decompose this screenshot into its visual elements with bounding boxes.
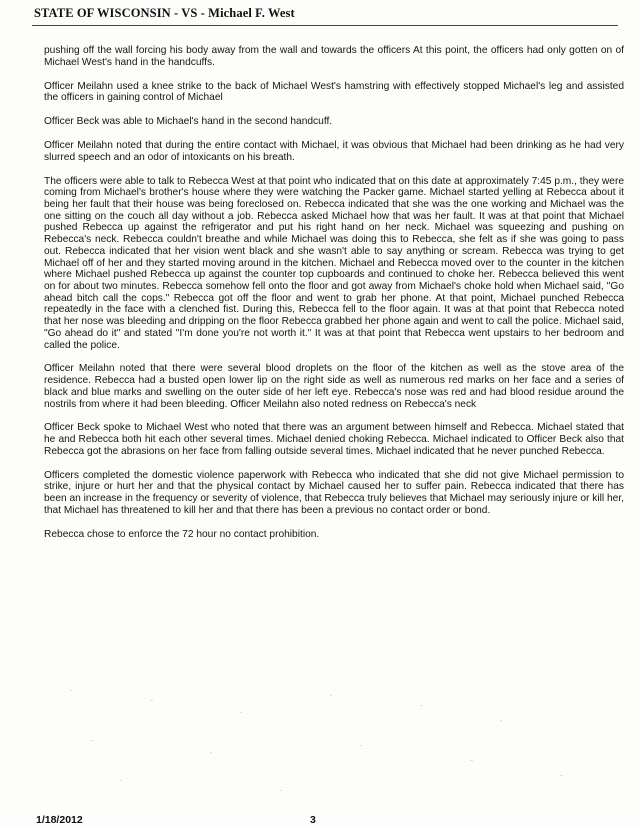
paragraph-6: Officer Meilahn noted that there were several blood droplets on the floor of the kitchen as well as the stove area of the residence. Rebecca had a busted open lower lip on the right side as well as numerous red marks on her face and a series of black and blue marks and swelling on the outer side of her left eye. Rebecca's nose was red and had blood residue around the nostrils from where it had been bleeding. Officer Meilahn also noted redness on Rebecca's neck	[44, 363, 624, 410]
header-divider	[32, 25, 618, 26]
paragraph-7: Officer Beck spoke to Michael West who noted that there was an argument between himself and Rebecca. Michael stated that he and Rebecca both hit each other several times. Michael denied choking Rebecca. Michael indicated to Officer Beck also that Rebecca got the abrasions on her face from falling outside several times. Michael indicated that he never punched Rebecca.	[44, 422, 624, 457]
paragraph-1: pushing off the wall forcing his body away from the wall and towards the officers At this point, the officers had only gotten on of Michael West's hand in the handcuffs.	[44, 45, 624, 68]
paragraph-5: The officers were able to talk to Rebecca West at that point who indicated that on this date at approximately 7:45 p.m., they were coming from Michael's brother's house where they were watching the Packer game. Michael started yelling at Rebecca about it being her fault that their house was being foreclosed on. Rebecca indicated that she was the one working and Michael was the one sitting on the couch all day without a job. Rebecca asked Michael how that was her fault. It was at that point that Michael pushed Rebecca up against the refrigerator and put his right hand on her neck. Michael was squeezing and pushing on Rebecca's neck. Rebecca couldn't breathe and while Michael was doing this to Rebecca, she felt as if she was going to pass out. Rebecca indicated that her vision went black and she wasn't able to say anything or scream. Rebecca was trying to get Michael off of her and they started moving around in the kitchen. Michael and Rebecca moved over to the counter in the kitchen where Michael pushed Rebecca up against the counter top cupboards and continued to choke her. Rebecca believed this went on for about two minutes. Rebecca somehow fell onto the floor and got away from Michael's choke hold when Michael said, "Go ahead bitch call the cops." Rebecca got off the floor and went to grab her phone. At that point, Michael punched Rebecca repeatedly in the face with a clenched fist. During this, Rebecca fell to the floor again. It was at that point that Rebecca noted that her nose was bleeding and dripping on the floor Rebecca grabbed her phone again and went to call the police. Michael said, "Go ahead do it" and stated "I'm done you're not worth it." It was at that point that Rebecca went upstairs to her bedroom and called the police.	[44, 175, 624, 351]
paragraph-3: Officer Beck was able to Michael's hand in the second handcuff.	[44, 116, 333, 128]
report-body	[44, 45, 624, 553]
paragraph-8: Officers completed the domestic violence paperwork with Rebecca who indicated that she did not give Michael permission to strike, injure or hurt her and that the physical contact by Michael caused her to suffer pain. Rebecca indicated that there has been an increase in the frequency or severity of violence, that Rebecca truly believes that Michael may seriously injure or kill her, that Michael has threatened to kill her and that there has been a previous no contact order or bond.	[44, 469, 624, 516]
case-caption: STATE OF WISCONSIN - VS - Michael F. West	[34, 6, 295, 20]
paragraph-9: Rebecca chose to enforce the 72 hour no contact prohibition.	[44, 528, 320, 540]
report-date: 1/18/2012	[36, 814, 83, 826]
paragraph-2: Officer Meilahn used a knee strike to the back of Michael West's hamstring with effectively stopped Michael's leg and assisted the officers in gaining control of Michael	[44, 80, 624, 104]
paragraph-4: Officer Meilahn noted that during the entire contact with Michael, it was obvious that Michael had been drinking as he had very slurred speech and an odor of intoxicants on his breath.	[44, 140, 624, 163]
page-number: 3	[310, 814, 316, 826]
